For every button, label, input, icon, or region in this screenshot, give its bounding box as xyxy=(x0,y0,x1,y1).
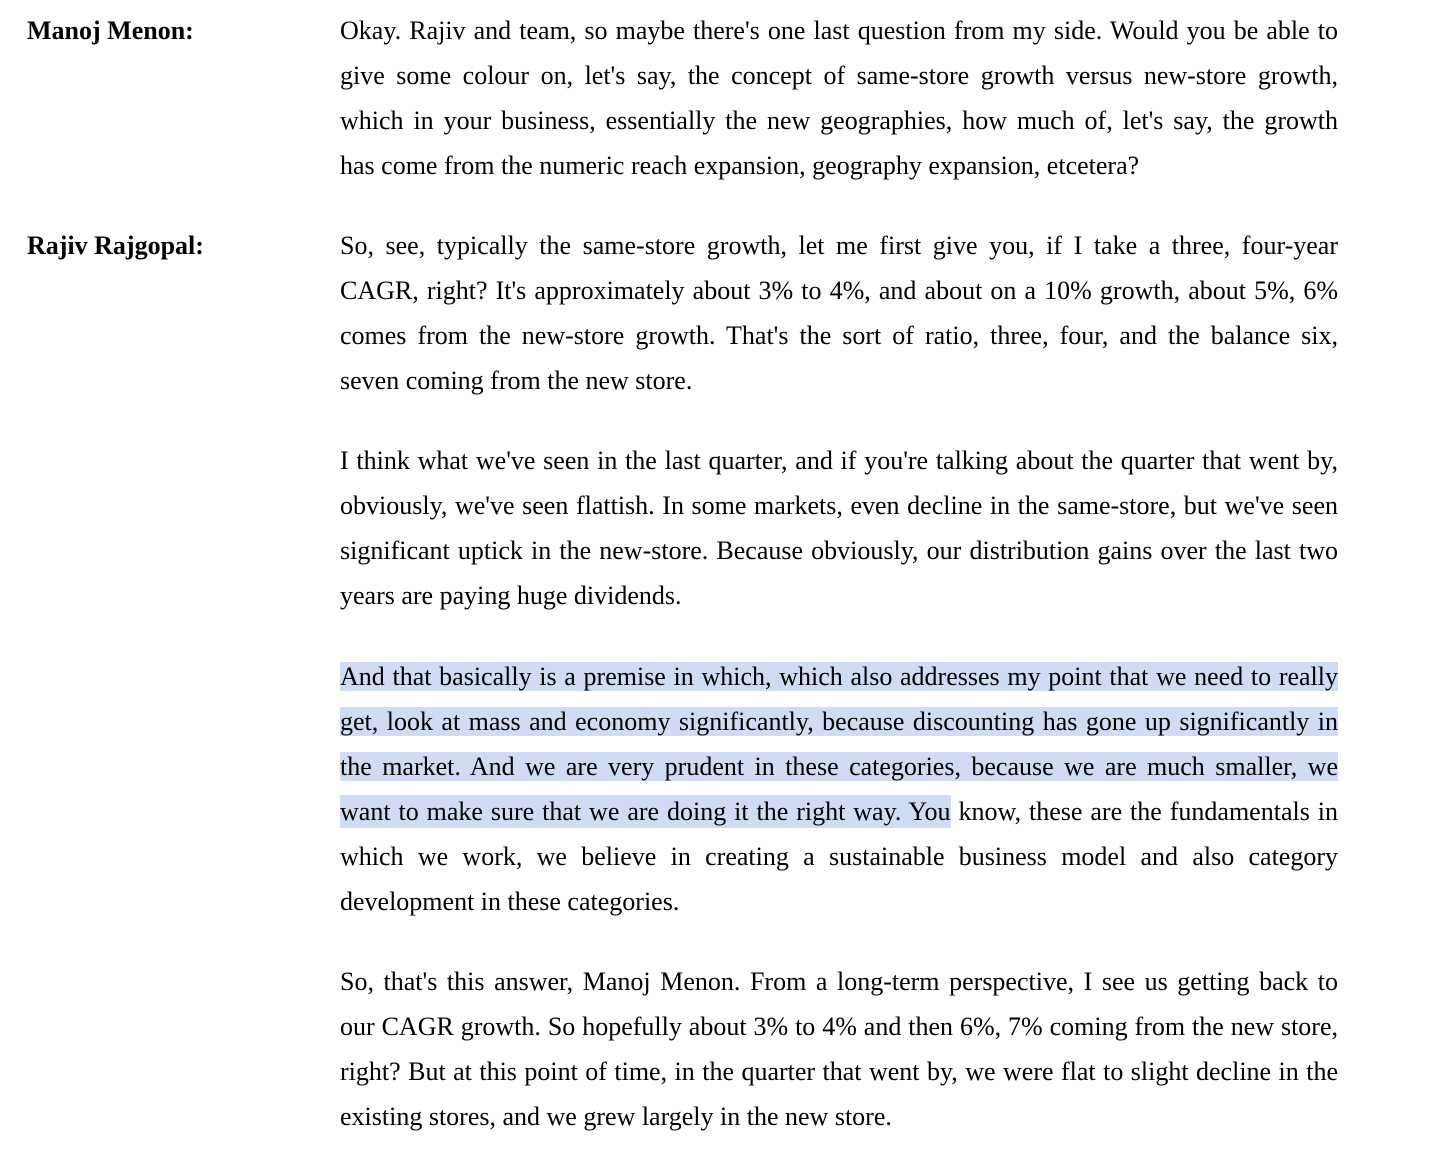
text-line: has come from the numeric reach expansion, geography expansion, etcetera? xyxy=(340,151,1140,180)
highlighted-line: the market. And we are very prudent in these categories, because we are much smaller, we xyxy=(340,744,1338,789)
selection-highlight: want to make sure that we are doing it the right way. You xyxy=(340,797,951,826)
text-line: significant uptick in the new-store. Because obviously, our distribution gains over the last two xyxy=(340,536,1338,565)
partially-highlighted-line xyxy=(340,789,1338,834)
text-line: existing stores, and we grew largely in the new store. xyxy=(340,1102,892,1131)
speaker-name: Manoj Menon: xyxy=(27,16,194,45)
text-line: give some colour on, let's say, the concept of same-store growth versus new-store growth, xyxy=(340,61,1338,90)
text-line: obviously, we've seen flattish. In some markets, even decline in the same-store, but we've seen xyxy=(340,491,1338,520)
transcript-paragraph-highlighted[interactable] xyxy=(340,654,1338,924)
text-line: years are paying huge dividends. xyxy=(340,581,682,610)
text-line: comes from the new-store growth. That's the sort of ratio, three, four, and the balance six, xyxy=(340,321,1338,350)
highlighted-line: And that basically is a premise in which, which also addresses my point that we need to really xyxy=(340,654,1338,699)
transcript-paragraph[interactable] xyxy=(340,959,1338,1139)
highlighted-line: get, look at mass and economy significantly, because discounting has gone up significantly in xyxy=(340,699,1338,744)
transcript-paragraph[interactable] xyxy=(340,223,1338,403)
text-line: CAGR, right? It's approximately about 3% to 4%, and about on a 10% growth, about 5%, 6% xyxy=(340,276,1338,305)
text-line: Okay. Rajiv and team, so maybe there's one last question from my side. Would you be able to xyxy=(340,16,1338,45)
text-line: which we work, we believe in creating a sustainable business model and also category xyxy=(340,842,1338,871)
text-line: development in these categories. xyxy=(340,887,680,916)
speaker-name: Rajiv Rajgopal: xyxy=(27,231,204,260)
text-line: our CAGR growth. So hopefully about 3% to 4% and then 6%, 7% coming from the new store, xyxy=(340,1012,1338,1041)
transcript-paragraph[interactable] xyxy=(340,8,1338,188)
text-line-rest: know, these are the fundamentals in xyxy=(958,797,1338,826)
text-line: right? But at this point of time, in the quarter that went by, we were flat to slight decline in the xyxy=(340,1057,1338,1086)
text-line: I think what we've seen in the last quarter, and if you're talking about the quarter that went by, xyxy=(340,446,1338,475)
text-line: which in your business, essentially the new geographies, how much of, let's say, the growth xyxy=(340,106,1338,135)
text-line: So, see, typically the same-store growth, let me first give you, if I take a three, four-year xyxy=(340,231,1338,260)
text-line: seven coming from the new store. xyxy=(340,366,693,395)
text-line: So, that's this answer, Manoj Menon. From a long-term perspective, I see us getting back to xyxy=(340,967,1338,996)
transcript-paragraph[interactable] xyxy=(340,438,1338,618)
